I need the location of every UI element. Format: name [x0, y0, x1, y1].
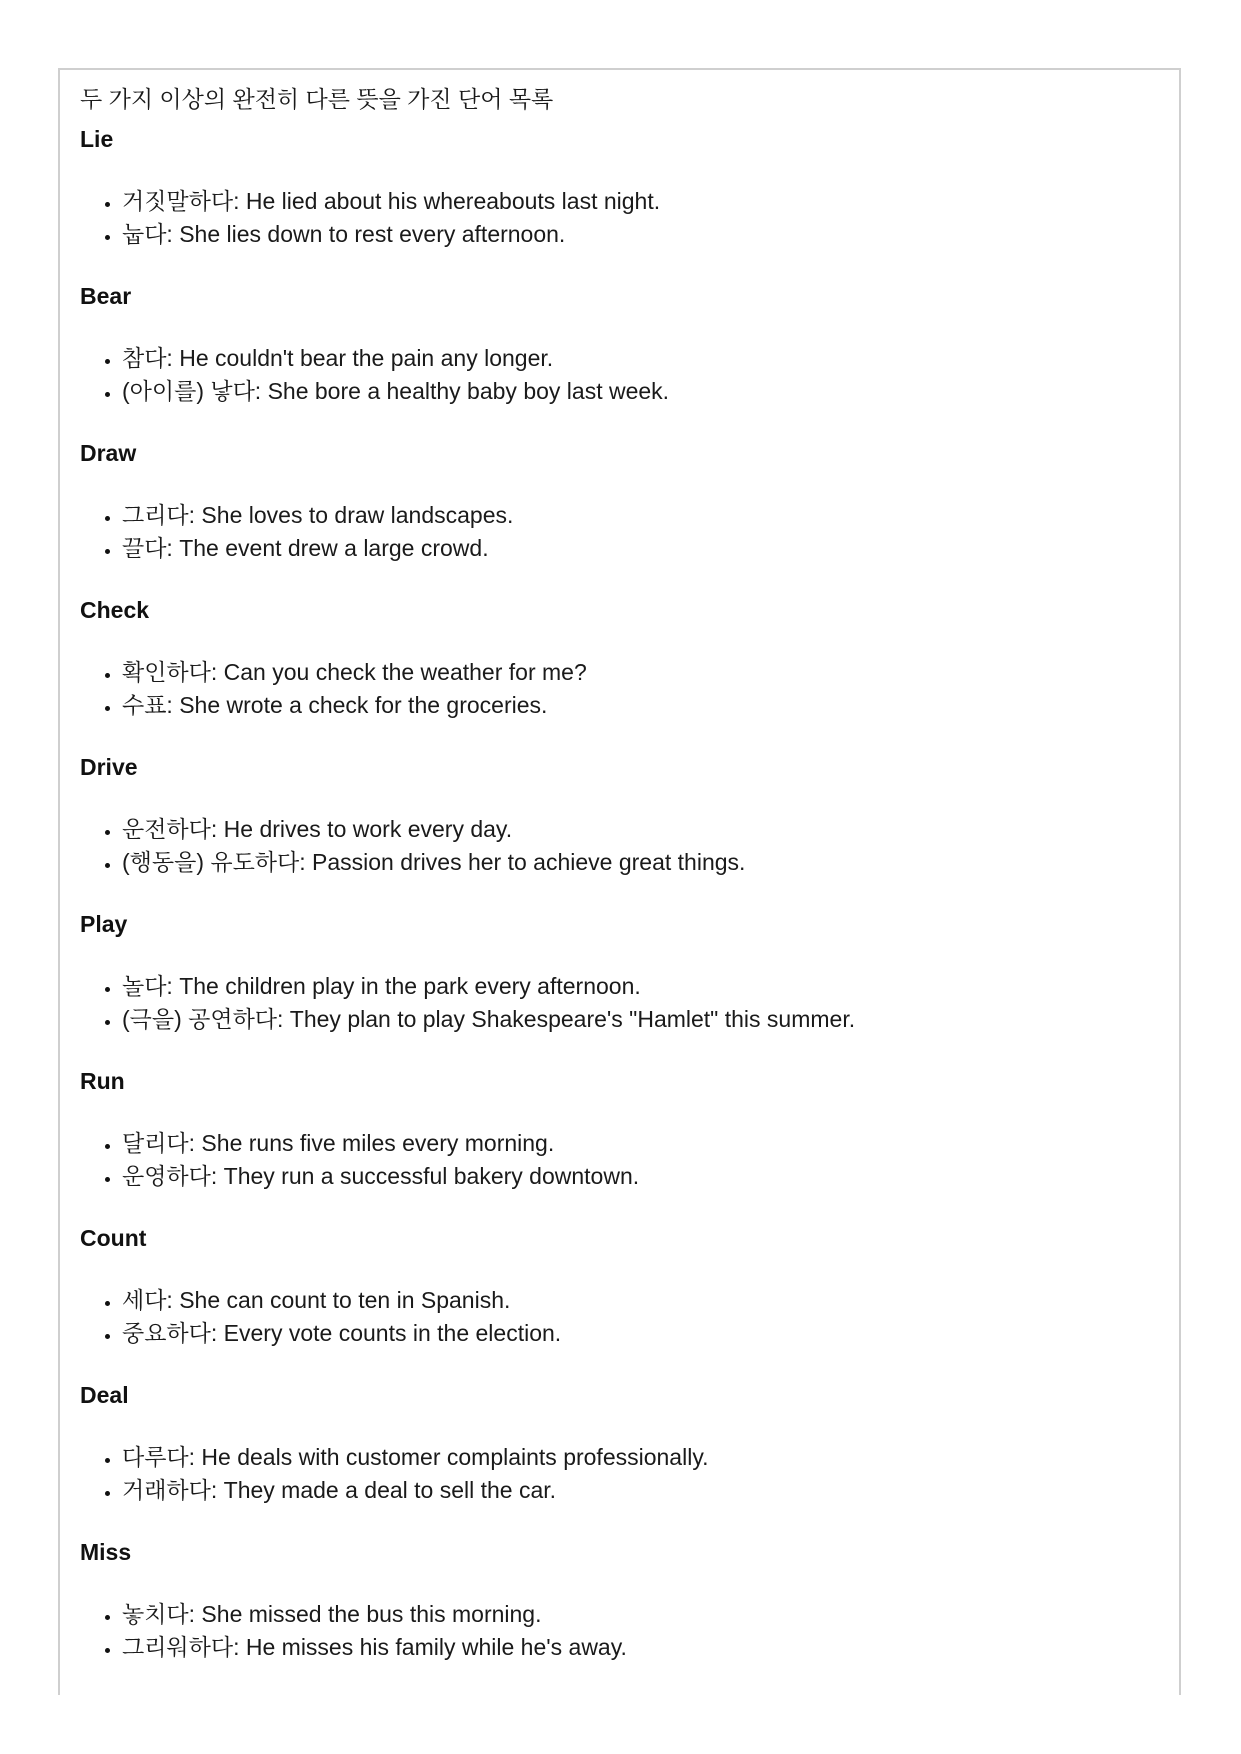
word-heading-check: Check [80, 597, 150, 623]
sense-list [80, 656, 1159, 722]
sense-list [80, 499, 1159, 565]
word-heading-play: Play [80, 911, 128, 937]
word-heading-count: Count [80, 1225, 147, 1251]
sense-item: • 참다: He couldn't bear the pain any longer. [122, 342, 1159, 375]
word-heading-drive: Drive [80, 754, 138, 780]
section-drive [80, 751, 1159, 879]
sense-item: • 놀다: The children play in the park every afternoon. [122, 970, 1159, 1003]
section-play [80, 908, 1159, 1036]
section-bear [80, 280, 1159, 408]
sense-item: • 끌다: The event drew a large crowd. [122, 532, 1159, 565]
sense-list [80, 1441, 1159, 1507]
sense-item: • (극을) 공연하다: They plan to play Shakespeare's "Hamlet" this summer. [122, 1003, 1159, 1036]
sense-item: • 운영하다: They run a successful bakery downtown. [122, 1160, 1159, 1193]
sense-item: • 수표: She wrote a check for the groceries. [122, 689, 1159, 722]
sense-item: • 거래하다: They made a deal to sell the car. [122, 1474, 1159, 1507]
content-card [58, 68, 1181, 1695]
sense-item: • 그리워하다: He misses his family while he's away. [122, 1631, 1159, 1664]
sense-list [80, 970, 1159, 1036]
sense-list [80, 1598, 1159, 1664]
sense-item: • 운전하다: He drives to work every day. [122, 813, 1159, 846]
sense-item: • 눕다: She lies down to rest every afternoon. [122, 218, 1159, 251]
sense-item: • 달리다: She runs five miles every morning. [122, 1127, 1159, 1160]
word-heading-bear: Bear [80, 283, 132, 309]
section-lie [80, 123, 1159, 251]
sense-list [80, 342, 1159, 408]
word-heading-lie: Lie [80, 126, 114, 152]
sense-item: • 거짓말하다: He lied about his whereabouts last night. [122, 185, 1159, 218]
sense-list [80, 813, 1159, 879]
sense-item: • 그리다: She loves to draw landscapes. [122, 499, 1159, 532]
word-heading-deal: Deal [80, 1382, 129, 1408]
sense-item: • 중요하다: Every vote counts in the election. [122, 1317, 1159, 1350]
section-draw [80, 437, 1159, 565]
section-deal [80, 1379, 1159, 1507]
sense-item: • 확인하다: Can you check the weather for me? [122, 656, 1159, 689]
section-count [80, 1222, 1159, 1350]
sense-item: • 놓치다: She missed the bus this morning. [122, 1598, 1159, 1631]
sense-list [80, 1127, 1159, 1193]
word-heading-draw: Draw [80, 440, 137, 466]
intro-text: 두 가지 이상의 완전히 다른 뜻을 가진 단어 목록 [80, 86, 554, 112]
sense-list [80, 1284, 1159, 1350]
sense-item: • 다루다: He deals with customer complaints professionally. [122, 1441, 1159, 1474]
word-heading-miss: Miss [80, 1539, 132, 1565]
section-check [80, 594, 1159, 722]
sense-item: • 세다: She can count to ten in Spanish. [122, 1284, 1159, 1317]
word-heading-run: Run [80, 1068, 125, 1094]
sense-list [80, 185, 1159, 251]
section-miss [80, 1536, 1159, 1664]
sense-item: • (행동을) 유도하다: Passion drives her to achieve great things. [122, 846, 1159, 879]
section-run [80, 1065, 1159, 1193]
sense-item: • (아이를) 낳다: She bore a healthy baby boy last week. [122, 375, 1159, 408]
